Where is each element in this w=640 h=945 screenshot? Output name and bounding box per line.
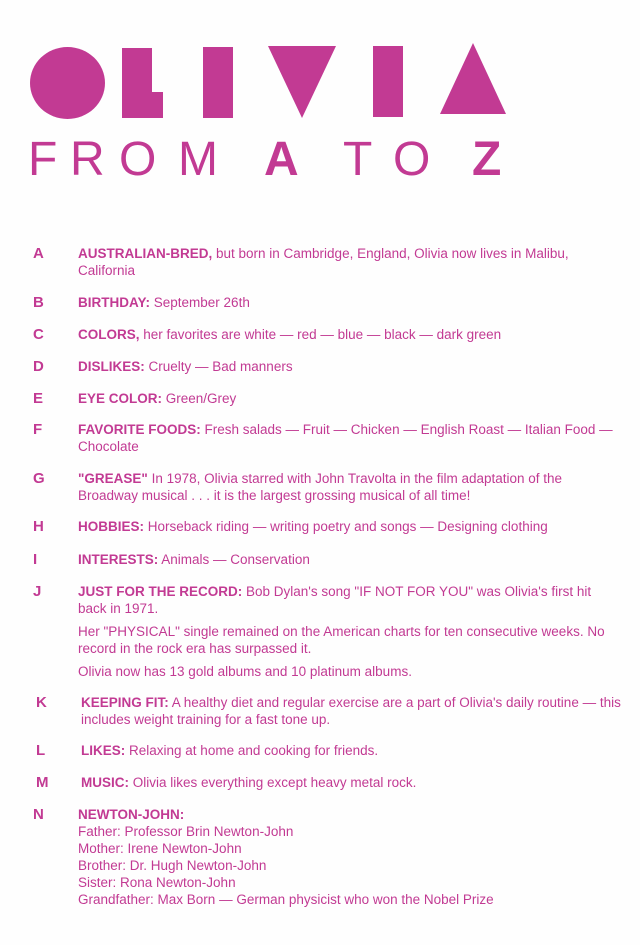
- subtitle-letter: R: [70, 133, 105, 186]
- entry-body: [78, 551, 623, 568]
- entry-heading: INTERESTS:: [78, 552, 159, 567]
- entry-heading: LIKES:: [81, 743, 126, 758]
- family-line: Grandfather: Max Born — German physicist who won the Nobel Prize: [78, 892, 494, 907]
- logo-o-circle: [30, 47, 105, 119]
- entry-c: [33, 326, 623, 343]
- entry-l: [36, 742, 626, 759]
- subtitle-letter: M: [178, 133, 218, 186]
- entry-heading: KEEPING FIT:: [81, 695, 169, 710]
- entry-letter: F: [33, 421, 43, 438]
- family-line: Mother: Irene Newton-John: [78, 841, 242, 856]
- entry-paragraph: Olivia now has 13 gold albums and 10 platinum albums.: [78, 664, 412, 679]
- entry-letter: H: [33, 518, 44, 535]
- entry-letter: C: [33, 326, 44, 343]
- entry-text: A healthy diet and regular exercise are a part of Olivia's daily routine — this includes weight training for a fast tone up.: [81, 695, 621, 727]
- entry-g: [33, 470, 623, 504]
- entry-body: [78, 245, 623, 279]
- logo-v-triangle: [268, 46, 336, 118]
- entry-heading: EYE COLOR:: [78, 391, 163, 406]
- subtitle-letter: O: [393, 133, 431, 186]
- entry-heading: COLORS,: [78, 327, 140, 342]
- entry-body: [78, 583, 623, 617]
- entry-heading: HOBBIES:: [78, 519, 145, 534]
- entry-letter: K: [36, 694, 47, 711]
- entry-letter: M: [36, 774, 49, 791]
- logo-a-triangle: [440, 43, 506, 114]
- entry-text: Cruelty — Bad manners: [144, 359, 293, 374]
- entry-text: her favorites are white — red — blue — black — dark green: [139, 327, 502, 342]
- entry-body: [78, 326, 623, 343]
- entry-letter: A: [33, 245, 44, 262]
- entry-heading: AUSTRALIAN-BRED,: [78, 246, 213, 261]
- family-line: Sister: Rona Newton-John: [78, 875, 236, 890]
- entry-text: Green/Grey: [162, 391, 237, 406]
- entry-letter: D: [33, 358, 44, 375]
- entry-text: but born in Cambridge, England, Olivia now lives in Malibu, California: [78, 246, 569, 278]
- entry-paragraph: Her "PHYSICAL" single remained on the American charts for ten consecutive weeks. No record in the rock era has surpassed it.: [78, 624, 605, 656]
- entry-body: [78, 294, 623, 311]
- entry-body: [78, 358, 623, 375]
- entry-b: [33, 294, 623, 311]
- entry-j: [33, 583, 623, 680]
- entry-body: [78, 390, 623, 407]
- entry-heading: BIRTHDAY:: [78, 295, 151, 310]
- entry-d: [33, 358, 623, 375]
- entry-heading: "GREASE": [78, 471, 148, 486]
- entry-text: September 26th: [150, 295, 250, 310]
- entry-a: [33, 245, 623, 279]
- entry-letter: E: [33, 390, 44, 407]
- entry-heading: FAVORITE FOODS:: [78, 422, 201, 437]
- entry-letter: I: [33, 551, 38, 568]
- entry-e: [33, 390, 623, 407]
- entry-body: [78, 470, 623, 504]
- subtitle-letter: O: [119, 133, 157, 186]
- entry-text: Animals — Conservation: [158, 552, 310, 567]
- entry-body: [78, 421, 623, 455]
- subtitle-letter-z: Z: [472, 133, 502, 186]
- entry-body: [81, 694, 626, 728]
- entry-text: Fresh salads — Fruit — Chicken — English Roast — Italian Food — Chocolate: [78, 422, 613, 454]
- entry-heading: MUSIC:: [81, 775, 129, 790]
- entry-text: Relaxing at home and cooking for friends.: [125, 743, 379, 758]
- entry-body: [81, 742, 626, 759]
- entry-heading: DISLIKES:: [78, 359, 145, 374]
- entry-text: In 1978, Olivia starred with John Travolta in the film adaptation of the Broadway musical . . . it is the largest grossing musical of all time!: [78, 471, 563, 503]
- entry-n: [33, 806, 623, 908]
- entry-text: Olivia likes everything except heavy metal rock.: [129, 775, 417, 790]
- entry-heading: NEWTON-JOHN:: [78, 807, 185, 822]
- entry-m: [36, 774, 626, 791]
- subtitle-letter-a: A: [264, 133, 299, 186]
- entry-text: Bob Dylan's song "IF NOT FOR YOU" was Olivia's first hit back in 1971.: [78, 584, 592, 616]
- entry-text: Horseback riding — writing poetry and songs — Designing clothing: [144, 519, 548, 534]
- logo-i-bar: [203, 47, 233, 118]
- entry-letter: J: [33, 583, 42, 600]
- entry-k: [36, 694, 626, 728]
- entry-body: [78, 806, 623, 823]
- subtitle-letter: T: [343, 133, 373, 186]
- logo-i-bar: [373, 46, 403, 117]
- entry-heading: JUST FOR THE RECORD:: [78, 584, 243, 599]
- entry-letter: L: [36, 742, 46, 759]
- entry-letter: B: [33, 294, 44, 311]
- family-line: Brother: Dr. Hugh Newton-John: [78, 858, 267, 873]
- entry-h: [33, 518, 623, 535]
- entry-letter: N: [33, 806, 44, 823]
- entry-body: [78, 518, 623, 535]
- family-line: Father: Professor Brin Newton-John: [78, 824, 294, 839]
- entry-f: [33, 421, 623, 455]
- subtitle-letter: F: [28, 133, 58, 186]
- entry-letter: G: [33, 470, 45, 487]
- entry-body: [81, 774, 626, 791]
- entry-i: [33, 551, 623, 568]
